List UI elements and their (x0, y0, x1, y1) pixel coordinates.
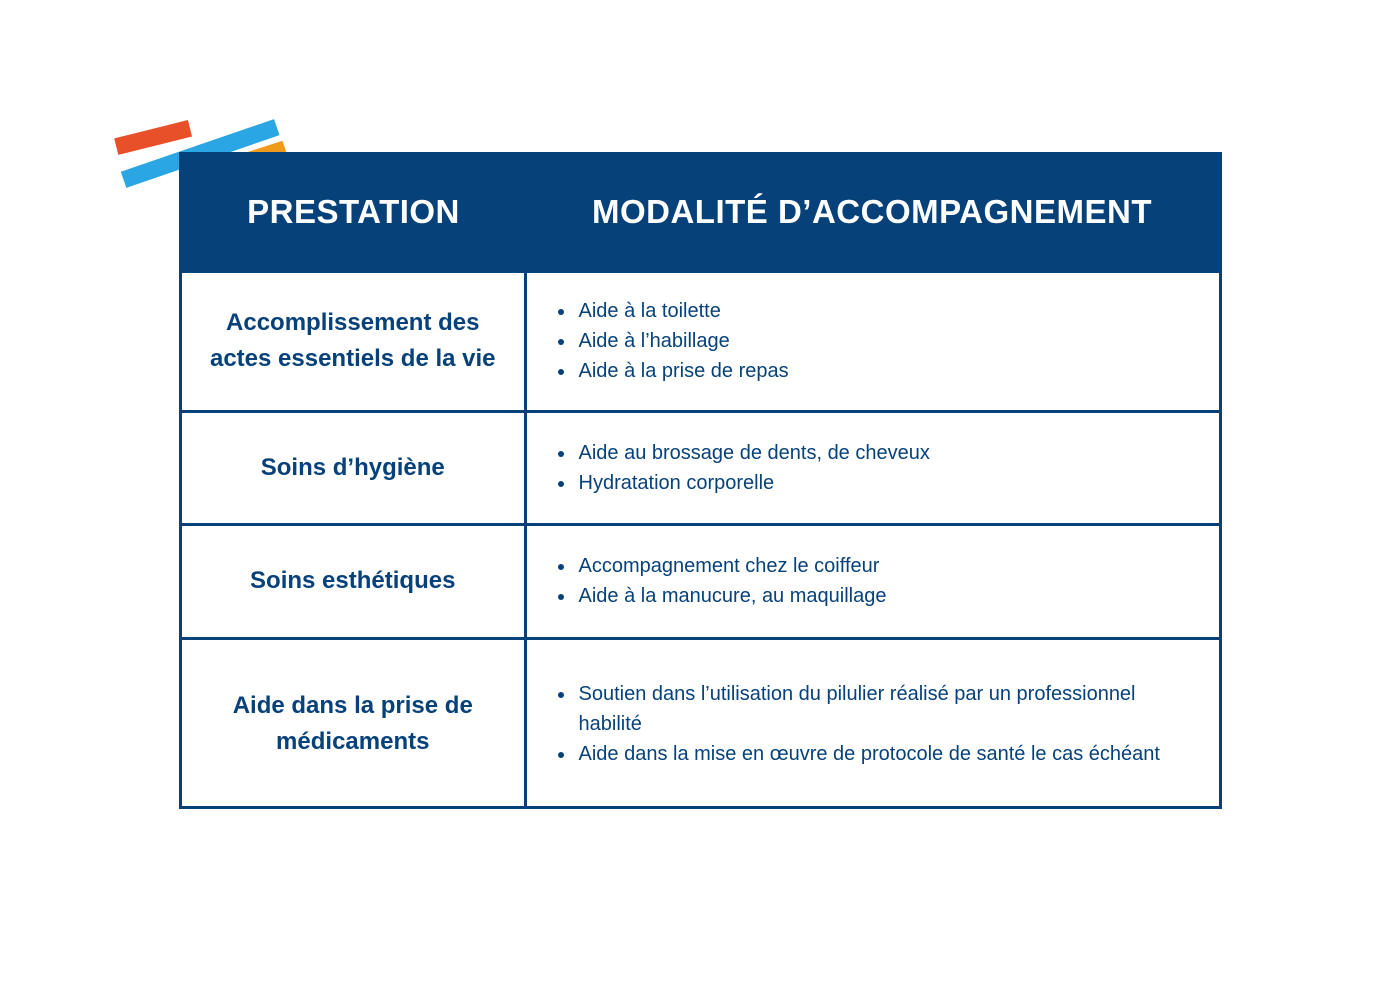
prestation-cell: Soins esthétiques (182, 524, 525, 638)
list-item: Aide au brossage de dents, de cheveux (579, 438, 1180, 468)
table-row (182, 524, 1219, 638)
list-item: Soutien dans l’utilisation du pilulier réalisé par un professionnel habilité (579, 679, 1180, 739)
list-item: Hydratation corporelle (579, 468, 1180, 498)
modalite-cell (525, 271, 1219, 411)
header-prestation: PRESTATION (182, 155, 525, 271)
services-grid (182, 155, 1219, 809)
list-item: Accompagnement chez le coiffeur (579, 551, 1180, 581)
list-item: Aide à la manucure, au maquillage (579, 581, 1180, 611)
red-stroke (114, 120, 192, 155)
list-item: Aide à la prise de repas (579, 356, 1180, 386)
table-header-row (182, 155, 1219, 271)
prestation-cell: Soins d’hygiène (182, 411, 525, 524)
table-row (182, 411, 1219, 524)
prestation-cell: Accomplissement des actes essentiels de la vie (182, 271, 525, 411)
table-row (182, 638, 1219, 809)
modalite-list (557, 679, 1180, 769)
list-item: Aide à la toilette (579, 296, 1180, 326)
list-item: Aide à l’habillage (579, 326, 1180, 356)
modalite-list (557, 438, 1180, 498)
modalite-cell (525, 411, 1219, 524)
header-modalite: MODALITÉ D’ACCOMPAGNEMENT (525, 155, 1219, 271)
services-table (179, 152, 1222, 809)
modalite-list (557, 551, 1180, 611)
list-item: Aide dans la mise en œuvre de protocole de santé le cas échéant (579, 739, 1180, 769)
table-row (182, 271, 1219, 411)
modalite-cell (525, 524, 1219, 638)
modalite-cell (525, 638, 1219, 809)
prestation-cell: Aide dans la prise de médicaments (182, 638, 525, 809)
modalite-list (557, 296, 1180, 386)
